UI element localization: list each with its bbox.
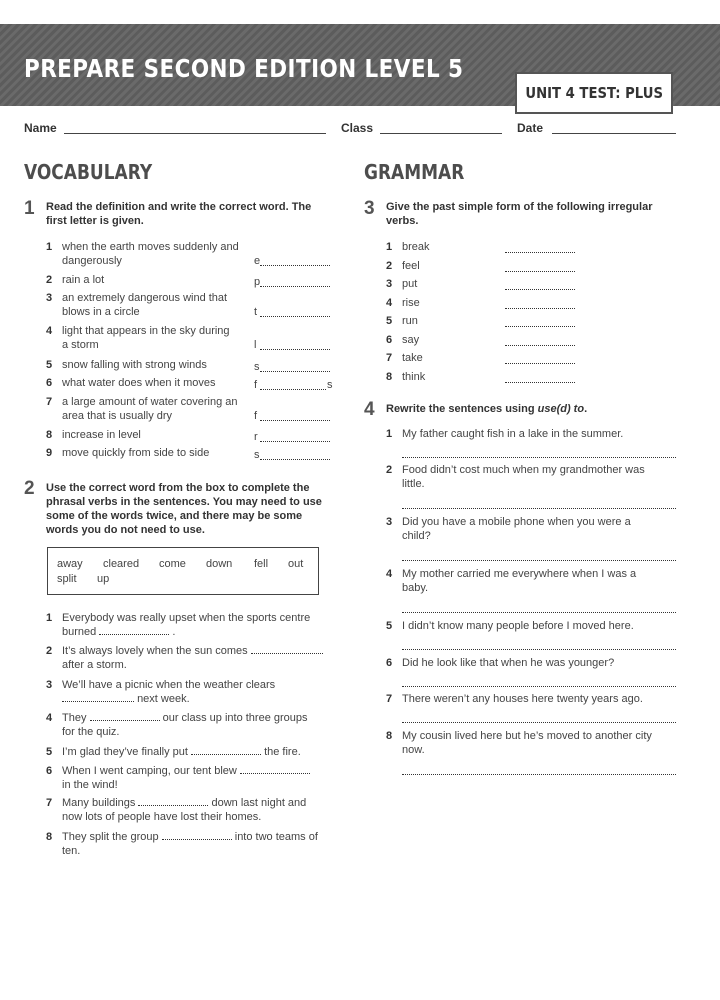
- grammar-heading: GRAMMAR: [364, 160, 465, 184]
- item-number: 3: [46, 679, 53, 691]
- item-text: They split the group: [62, 831, 159, 843]
- instruction-line: some of the words twice, and there may be some: [46, 510, 303, 522]
- answer-blank[interactable]: [138, 797, 208, 806]
- ex2-item: [46, 745, 346, 761]
- vocabulary-heading: VOCABULARY: [24, 160, 153, 184]
- answer-blank[interactable]: [260, 316, 330, 317]
- exercise-3-number: 3: [364, 198, 375, 219]
- student-info-row: [24, 121, 676, 137]
- ex4-item: [386, 729, 686, 759]
- item-text: next week.: [137, 693, 190, 705]
- item-number: 2: [46, 274, 53, 286]
- item-number: 6: [386, 334, 393, 346]
- answer-blank[interactable]: [505, 308, 575, 309]
- ex4-item: [386, 463, 686, 493]
- verb: put: [402, 278, 418, 290]
- word-box-word: out: [288, 558, 304, 570]
- answer-line[interactable]: [402, 686, 676, 687]
- item-number: 1: [386, 428, 393, 440]
- instruction-line: Use the correct word from the box to complete the: [46, 482, 310, 494]
- verb: run: [402, 315, 418, 327]
- first-letter: r: [254, 431, 258, 443]
- item-text: an extremely dangerous wind that: [62, 292, 228, 304]
- item-number: 3: [386, 278, 393, 290]
- item-number: 3: [46, 292, 53, 304]
- item-number: 7: [46, 396, 53, 408]
- item-text: Everybody was really upset when the sports centre: [62, 612, 311, 624]
- item-number: 7: [386, 352, 393, 364]
- item-text: I’m glad they’ve finally put: [62, 746, 188, 758]
- item-number: 1: [386, 241, 393, 253]
- item-text: rain a lot: [62, 274, 105, 286]
- unit-label: UNIT 4 TEST: PLUS: [525, 84, 663, 102]
- verb: rise: [402, 297, 420, 309]
- first-letter: l: [254, 339, 257, 351]
- answer-blank[interactable]: [260, 286, 330, 287]
- date-field[interactable]: [552, 133, 676, 134]
- instruction-emphasis: use(d) to: [537, 403, 585, 415]
- verb: think: [402, 371, 426, 383]
- item-text: now.: [402, 744, 425, 756]
- verb: take: [402, 352, 423, 364]
- first-letter: e: [254, 255, 261, 267]
- word-box-word: down: [206, 558, 233, 570]
- class-field[interactable]: [380, 133, 502, 134]
- first-letter: s: [254, 449, 260, 461]
- answer-blank[interactable]: [505, 252, 575, 253]
- ex4-item: [386, 515, 686, 545]
- instruction-text: .: [584, 403, 588, 415]
- answer-blank[interactable]: [162, 831, 232, 840]
- item-text: down last night and: [211, 797, 307, 809]
- instruction-line: phrasal verbs in the sentences. You may need to use: [46, 496, 322, 508]
- ex3-item: [386, 351, 586, 367]
- first-letter: t: [254, 306, 258, 318]
- item-text: They: [62, 712, 87, 724]
- name-label: Name: [24, 121, 57, 135]
- exercise-1-number: 1: [24, 198, 35, 219]
- answer-line[interactable]: [402, 560, 676, 561]
- ex2-item: [46, 796, 346, 826]
- answer-line[interactable]: [402, 612, 676, 613]
- ex3-item: [386, 333, 586, 349]
- date-label: Date: [517, 121, 544, 135]
- ex1-item: [46, 358, 336, 374]
- item-number: 1: [46, 241, 53, 253]
- item-text: for the quiz.: [62, 726, 120, 738]
- item-number: 4: [46, 712, 53, 724]
- item-number: 7: [386, 693, 393, 705]
- item-text: My mother carried me everywhere when I was a: [402, 568, 637, 580]
- item-text: It’s always lovely when the sun comes: [62, 645, 248, 657]
- last-letter: s: [327, 379, 333, 391]
- item-text: into two teams of: [234, 831, 318, 843]
- item-number: 6: [386, 657, 393, 669]
- ex3-item: [386, 259, 586, 275]
- item-text: There weren’t any houses here twenty years ago.: [402, 693, 643, 705]
- ex4-item: [386, 427, 686, 443]
- item-number: 4: [46, 325, 53, 337]
- word-box-word: cleared: [103, 558, 140, 570]
- answer-blank[interactable]: [505, 289, 575, 290]
- item-text: .: [172, 626, 176, 638]
- ex4-item: [386, 656, 686, 672]
- answer-blank[interactable]: [260, 371, 330, 372]
- item-text: a large amount of water covering an: [62, 396, 238, 408]
- ex4-item: [386, 692, 686, 708]
- item-text: area that is usually dry: [62, 410, 173, 422]
- answer-blank[interactable]: [505, 326, 575, 327]
- answer-blank[interactable]: [505, 345, 575, 346]
- item-text: When I went camping, our tent blew: [62, 765, 237, 777]
- answer-blank[interactable]: [505, 363, 575, 364]
- item-number: 8: [386, 371, 393, 383]
- instruction-line: verbs.: [386, 215, 419, 227]
- item-number: 8: [386, 730, 393, 742]
- item-text: baby.: [402, 582, 429, 594]
- item-number: 1: [46, 612, 53, 624]
- item-text: We’ll have a picnic when the weather clears: [62, 679, 276, 691]
- answer-blank[interactable]: [505, 271, 575, 272]
- first-letter: s: [254, 361, 260, 373]
- item-text: increase in level: [62, 429, 141, 441]
- item-text: our class up into three groups: [162, 712, 308, 724]
- item-text: dangerously: [62, 255, 122, 267]
- item-number: 2: [46, 645, 53, 657]
- answer-blank[interactable]: [240, 765, 310, 774]
- item-number: 3: [386, 516, 393, 528]
- verb: feel: [402, 260, 420, 272]
- answer-blank[interactable]: [505, 382, 575, 383]
- item-text: Food didn’t cost much when my grandmother was: [402, 464, 645, 476]
- ex3-item: [386, 296, 586, 312]
- ex2-item: [46, 611, 346, 641]
- instruction-line: Give the past simple form of the following irregular: [386, 201, 653, 213]
- answer-blank[interactable]: [260, 265, 330, 266]
- item-text: move quickly from side to side: [62, 447, 210, 459]
- ex3-item: [386, 277, 586, 293]
- item-text: My father caught fish in a lake in the summer.: [402, 428, 624, 440]
- answer-blank[interactable]: [191, 746, 261, 755]
- class-label: Class: [341, 121, 374, 135]
- item-text: after a storm.: [62, 659, 127, 671]
- exercise-1-instruction: [46, 200, 311, 228]
- word-box-word: split: [57, 573, 77, 585]
- item-text: child?: [402, 530, 431, 542]
- item-number: 5: [46, 359, 53, 371]
- page-title: PREPARE SECOND EDITION LEVEL 5: [24, 54, 464, 83]
- instruction-text: Rewrite the sentences using: [386, 403, 538, 415]
- item-text: blows in a circle: [62, 306, 140, 318]
- item-number: 4: [386, 297, 393, 309]
- item-text: ten.: [62, 845, 81, 857]
- exercise-3-instruction: [386, 200, 652, 228]
- item-number: 2: [386, 260, 393, 272]
- answer-blank[interactable]: [260, 389, 326, 390]
- ex1-item: [46, 324, 336, 354]
- item-number: 5: [386, 315, 393, 327]
- item-text: Did you have a mobile phone when you were a: [402, 516, 631, 528]
- exercise-2-number: 2: [24, 478, 35, 499]
- item-number: 6: [46, 377, 53, 389]
- unit-label-box: [515, 72, 673, 114]
- header-banner: [0, 24, 720, 106]
- exercise-2-instruction: [46, 481, 322, 537]
- item-text: I didn’t know many people before I moved here.: [402, 620, 634, 632]
- first-letter: f: [254, 410, 258, 422]
- answer-blank[interactable]: [251, 645, 323, 654]
- first-letter: p: [254, 276, 261, 288]
- ex3-item: [386, 370, 586, 386]
- answer-blank[interactable]: [90, 712, 160, 721]
- word-box-word: come: [159, 558, 186, 570]
- ex1-item: [46, 273, 336, 289]
- item-text: Many buildings: [62, 797, 136, 809]
- word-box: [47, 547, 319, 595]
- item-text: what water does when it moves: [62, 377, 216, 389]
- answer-line[interactable]: [402, 457, 676, 458]
- item-number: 9: [46, 447, 53, 459]
- item-number: 6: [46, 765, 53, 777]
- verb: break: [402, 241, 430, 253]
- item-number: 5: [386, 620, 393, 632]
- ex2-item: [46, 830, 346, 860]
- item-number: 7: [46, 797, 53, 809]
- instruction-line: words you do not need to use.: [46, 524, 205, 536]
- answer-line[interactable]: [402, 508, 676, 509]
- ex2-item: [46, 678, 346, 708]
- item-text: now lots of people have lost their homes.: [62, 811, 262, 823]
- first-letter: f: [254, 379, 258, 391]
- item-text: the fire.: [264, 746, 301, 758]
- ex3-item: [386, 314, 586, 330]
- item-text: Did he look like that when he was younger?: [402, 657, 615, 669]
- instruction-line: Read the definition and write the correct word. The: [46, 201, 312, 213]
- ex4-item: [386, 567, 686, 597]
- item-number: 2: [386, 464, 393, 476]
- ex1-item: [46, 291, 336, 321]
- answer-blank[interactable]: [260, 441, 330, 442]
- item-text: My cousin lived here but he’s moved to another city: [402, 730, 652, 742]
- exercise-4-instruction: [386, 402, 587, 416]
- answer-line[interactable]: [402, 649, 676, 650]
- word-box-word: up: [97, 573, 110, 585]
- item-number: 4: [386, 568, 393, 580]
- item-number: 5: [46, 746, 53, 758]
- answer-blank[interactable]: [260, 459, 330, 460]
- verb: say: [402, 334, 420, 346]
- ex1-item: [46, 428, 336, 444]
- answer-blank[interactable]: [62, 693, 134, 702]
- ex1-item: [46, 446, 336, 462]
- ex2-item: [46, 711, 346, 741]
- item-text: burned: [62, 626, 97, 638]
- exercise-4-number: 4: [364, 399, 375, 420]
- name-field[interactable]: [64, 133, 326, 134]
- item-text: little.: [402, 478, 425, 490]
- ex2-item: [46, 644, 346, 674]
- answer-blank[interactable]: [99, 626, 169, 635]
- item-text: snow falling with strong winds: [62, 359, 207, 371]
- ex2-item: [46, 764, 346, 794]
- answer-line[interactable]: [402, 774, 676, 775]
- item-text: light that appears in the sky during: [62, 325, 230, 337]
- item-number: 8: [46, 429, 53, 441]
- word-box-word: away: [57, 558, 83, 570]
- ex1-item: [46, 240, 336, 270]
- ex3-item: [386, 240, 586, 256]
- item-text: when the earth moves suddenly and: [62, 241, 239, 253]
- word-box-word: fell: [254, 558, 269, 570]
- answer-blank[interactable]: [260, 420, 330, 421]
- ex4-item: [386, 619, 686, 635]
- answer-line[interactable]: [402, 722, 676, 723]
- instruction-line: first letter is given.: [46, 215, 144, 227]
- ex1-item: [46, 395, 336, 425]
- item-text: in the wind!: [62, 779, 118, 791]
- answer-blank[interactable]: [260, 349, 330, 350]
- ex1-item: [46, 376, 336, 392]
- item-text: a storm: [62, 339, 99, 351]
- item-number: 8: [46, 831, 53, 843]
